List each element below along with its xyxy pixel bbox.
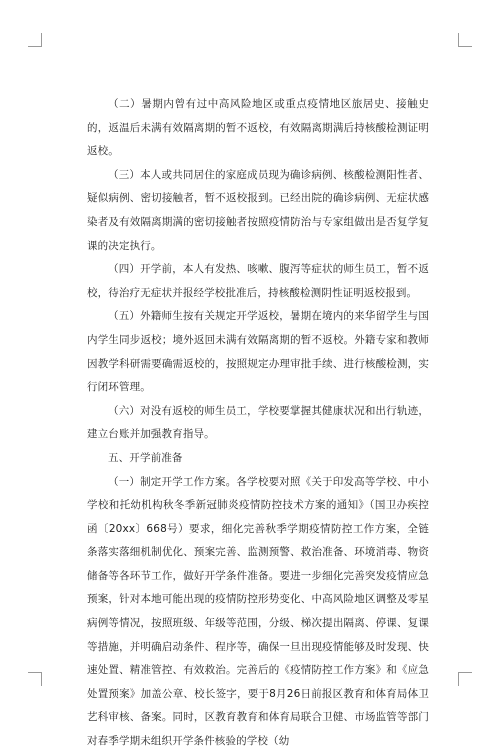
paragraph-item-2: （二）暑期内曾有过中高风险地区或重点疫情地区旅居史、接触史的，返温后未满有效隔离期的暂不返校，有效隔离期满后持核酸检测证明返校。 (87, 98, 429, 158)
crop-mark-top-left-v (41, 33, 42, 47)
paragraph-item-3: （三）本人或共同居住的家庭成员现为确诊病例、核酸检测阳性者、疑似病例、密切接触者，暂不返校报到。已经出院的确诊病例、无症状感染者及有效隔离期满的密切接触者按照疫情防治与专家组做出是否复学复课的决定执行。 (87, 168, 429, 252)
section-heading-5: 五、开学前准备 (108, 451, 183, 464)
crop-mark-bottom-left-v (41, 672, 42, 686)
paragraph-item-4: （四）开学前，本人有发热、咳嗽、腹泻等症状的师生员工，暂不返校，待治疗无症状并报经学校批准后，持核酸检测阴性证明返校报到。 (87, 263, 429, 299)
crop-mark-bottom-left-h (28, 672, 42, 673)
crop-mark-bottom-right-v (458, 672, 459, 686)
paragraph-prep-1: （一）制定开学工作方案。各学校要对照《关于印发高等学校、中小学校和托幼机构秋冬季新冠肺炎疫情防控技术方案的通知》（国卫办疾控函〔20xx〕668号）要求，细化完善秋季学期疫情防控工作方案，全链条落实落细机制优化、预案完善、监测预警、救治准备、环境消毒、物资储备等各环节工作，做好开学条件准备。要进一步细化完善突发疫情应急预案，针对本地可能出现的疫情防控形势变化、中高风险地区调整及零星病例等情况，按照班级、年级等范围，分级、梯次提出隔离、停课、复课等措施，并明确启动条件、程序等，确保一旦出现疫情能够及时发现、快速处置、精准管控、有效救治。完善后的《疫情防控工作方案》和《应急处置预案》加盖公章、校长签字，要于8月26日前报区教育和体育局体卫艺科审核、备案。同时，区教育教育和体育局联合卫健、市场监管等部门对春季学期未组织开学条件核验的学校（幼 (87, 475, 429, 748)
crop-mark-top-right-h (458, 46, 472, 47)
document-body (87, 93, 429, 754)
crop-mark-bottom-right-h (458, 672, 472, 673)
paragraph-item-5: （五）外籍师生按有关规定开学返校，暑期在境内的来华留学生与国内学生同步返校；境外返回未满有效隔离期的暂不返校。外籍专家和教师因教学科研需要确需返校的，按照规定办理审批手续、进行核酸检测，实行闭环管理。 (87, 310, 429, 394)
crop-mark-top-right-v (458, 33, 459, 47)
crop-mark-top-left-h (28, 46, 42, 47)
paragraph-item-6: （六）对没有返校的师生员工，学校要掌握其健康状况和出行轨迹，建立台账并加强教育指导。 (87, 404, 429, 441)
